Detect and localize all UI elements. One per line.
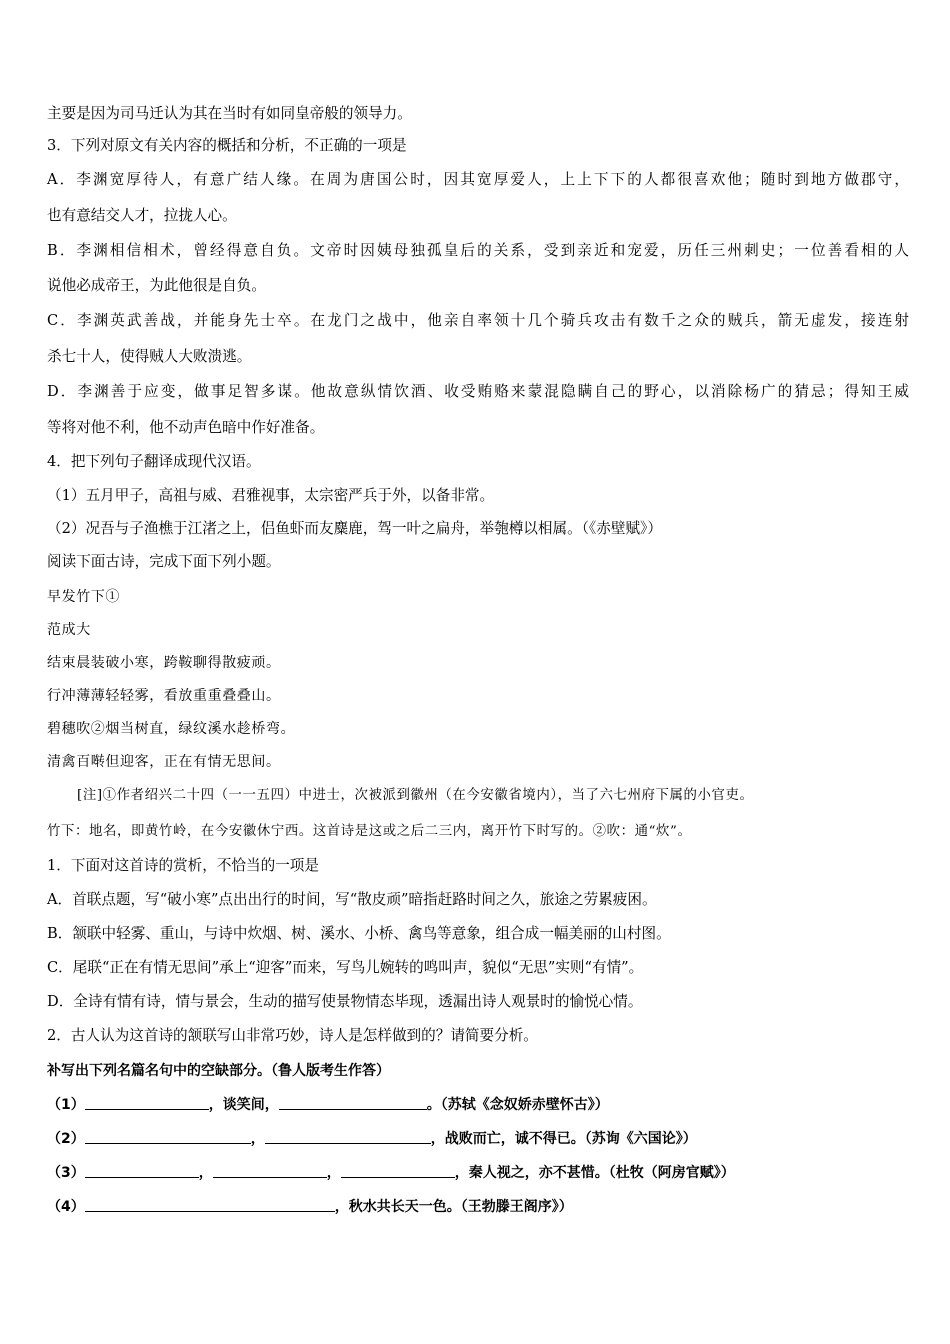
answer-blank[interactable] (85, 1197, 335, 1212)
poem-line-4: 清禽百啭但迎客，正在有情无思间。 (47, 754, 281, 770)
option-a-line-1: A．李渊宽厚待人，有意广结人缘。在周为唐国公时，因其宽厚爱人，上上下下的人都很喜欢他；随时到地方做郡守， (47, 171, 909, 188)
option-c-line-1: C．李渊英武善战，并能身先士卒。在龙门之战中，他亲自率领十几个骑兵攻击有数千之众的贼兵，箭无虚发，接连射 (47, 312, 909, 329)
quote-source: ，战败而亡，诚不得已。（苏询《六国论》） (430, 1131, 697, 1147)
fill-in-item-1 (47, 1095, 909, 1115)
quote-source: ，秦人视之，亦不甚惜。（杜牧（阿房官赋》） (454, 1165, 735, 1181)
poem-author: 范成大 (47, 622, 91, 638)
poem-option-a: A．首联点题，写“破小寒”点出出行的时间，写“散皮顽”暗指赶路时间之久，旅途之劳累疲困。 (47, 891, 657, 908)
answer-blank[interactable] (85, 1095, 209, 1110)
poem-question-2-stem: 2．古人认为这首诗的颔联写山非常巧妙，诗人是怎样做到的？请简要分析。 (47, 1027, 538, 1044)
option-a-line-2: 也有意结交人才，拉拢人心。 (47, 207, 237, 224)
translation-item-2: （2）况吾与子渔樵于江渚之上，侣鱼虾而友麋鹿，驾一叶之扁舟，举匏樽以相属。（《赤壁赋》） (47, 520, 662, 537)
question-4-stem: 4．把下列句子翻译成现代汉语。 (47, 453, 261, 470)
fill-in-instruction: 补写出下列名篇名句中的空缺部分。（鲁人版考生作答） (47, 1063, 390, 1079)
translation-item-1: （1）五月甲子，高祖与威、君雅视事，太宗密严兵于外，以备非常。 (47, 487, 495, 504)
poem-line-1: 结束晨装破小寒，跨鞍聊得散疲顽。 (47, 655, 281, 671)
poem-instruction: 阅读下面古诗，完成下面下列小题。 (47, 553, 281, 570)
option-d-line-1: D．李渊善于应变，做事足智多谋。他故意纵情饮酒、收受贿赂来蒙混隐瞒自己的野心，以消除杨广的猜忌；得知王威 (47, 383, 909, 400)
fill-in-item-2 (47, 1129, 909, 1149)
item-number: （1） (47, 1097, 85, 1113)
fill-in-item-4 (47, 1197, 909, 1217)
item-number: （2） (47, 1131, 85, 1147)
option-b-line-1: B．李渊相信相术，曾经得意自负。文帝时因姨母独孤皇后的关系，受到亲近和宠爱，历任三州刺史；一位善看相的人 (47, 242, 909, 259)
answer-blank[interactable] (85, 1163, 199, 1178)
poem-question-1-stem: 1．下面对这首诗的赏析，不恰当的一项是 (47, 857, 319, 874)
item-number: （4） (47, 1199, 85, 1215)
answer-blank[interactable] (265, 1129, 431, 1144)
punctuation: ， (250, 1131, 265, 1147)
poem-option-c: C．尾联“正在有情无思间”承上“迎客”而来，写鸟儿婉转的鸣叫声，貌似“无思”实则“有情”。 (47, 959, 644, 976)
item-number: （3） (47, 1165, 85, 1181)
poem-line-2: 行冲薄薄轻轻雾，看放重重叠叠山。 (47, 688, 281, 704)
answer-blank[interactable] (279, 1095, 427, 1110)
option-c-line-2: 杀七十人，使得贼人大败溃逃。 (47, 348, 252, 365)
punctuation: ， (208, 1097, 223, 1113)
quote-fragment: 谈笑间， (222, 1097, 279, 1113)
quote-source: ，秋水共长天一色。（王勃滕王阁序》） (334, 1199, 573, 1215)
poem-line-3: 碧穗吹②烟当树直，绿纹溪水趁桥弯。 (47, 721, 296, 737)
poem-note-line-2: 竹下：地名，即黄竹岭，在今安徽休宁西。这首诗是这或之后二三内，离开竹下时写的。②吹：通“炊”。 (47, 824, 692, 839)
poem-option-d: D．全诗有情有诗，情与景会，生动的描写使景物情态毕现，透漏出诗人观景时的愉悦心情。 (47, 993, 643, 1010)
text-line: 主要是因为司马迁认为其在当时有如同皇帝般的领导力。 (47, 105, 412, 122)
quote-source: 。（苏轼《念奴娇赤壁怀古》） (426, 1097, 609, 1113)
punctuation: ， (198, 1165, 213, 1181)
poem-title: 早发竹下① (47, 589, 120, 605)
answer-blank[interactable] (213, 1163, 327, 1178)
answer-blank[interactable] (341, 1163, 455, 1178)
answer-blank[interactable] (85, 1129, 251, 1144)
option-b-line-2: 说他必成帝王，为此他很是自负。 (47, 277, 266, 294)
poem-note-line-1: [注]①作者绍兴二十四（一一五四）中进士，次被派到徽州（在今安徽省境内），当了六七州府下属的小官吏。 (77, 788, 754, 803)
fill-in-item-3 (47, 1163, 909, 1183)
question-3-stem: 3．下列对原文有关内容的概括和分析，不正确的一项是 (47, 137, 407, 154)
punctuation: ， (326, 1165, 341, 1181)
option-d-line-2: 等将对他不利，他不动声色暗中作好准备。 (47, 419, 325, 436)
poem-option-b: B．颔联中轻雾、重山，与诗中炊烟、树、溪水、小桥、禽鸟等意象，组合成一幅美丽的山村图。 (47, 925, 671, 942)
